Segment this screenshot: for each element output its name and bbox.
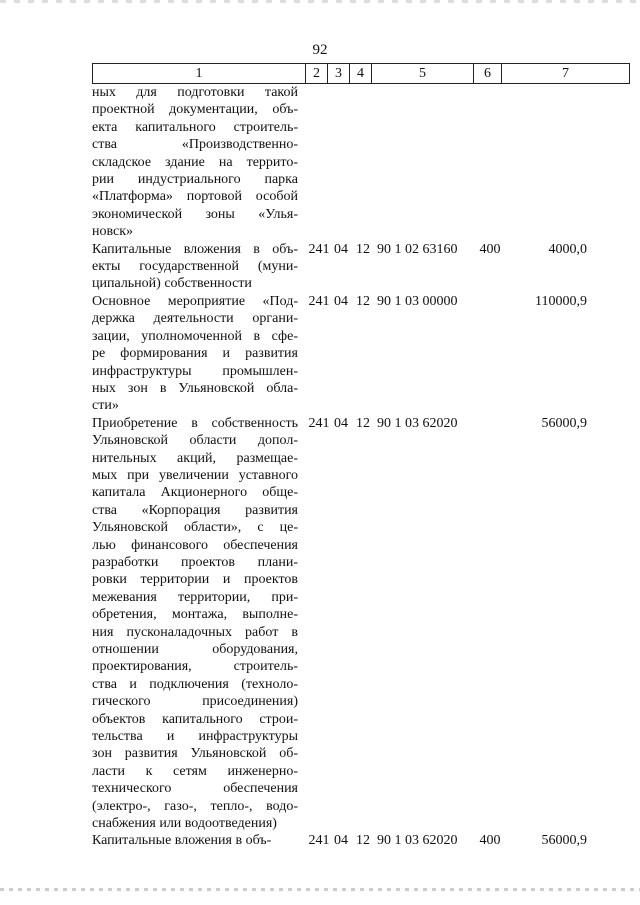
row-target-article: 90 1 03 00000 (377, 293, 458, 309)
description-line: новск» (92, 224, 134, 240)
description-line: объектов капитального строи- (92, 711, 298, 727)
scan-artifact-top (0, 0, 640, 3)
row-amount: 56000,9 (541, 833, 587, 849)
row-admin-code: 241 (308, 293, 330, 309)
description-line: зон развития Ульяновской об- (92, 746, 298, 762)
row-description (92, 241, 298, 293)
header-col-5: 5 (372, 64, 474, 83)
description-line: Ульяновской области допол- (92, 433, 298, 449)
description-line: Основное мероприятие «Под- (92, 293, 298, 309)
description-line: рии индустриального парка (92, 172, 298, 188)
description-line: зации, уполномоченной в сфе- (92, 328, 298, 344)
header-col-4: 4 (350, 64, 372, 83)
row-expense-type: 400 (479, 833, 501, 849)
scan-artifact-bottom (0, 888, 640, 891)
table-header (92, 63, 630, 84)
table-row (92, 293, 630, 415)
row-description (92, 415, 298, 833)
description-line: нительных акций, размещае- (92, 450, 298, 466)
row-description (92, 84, 298, 241)
description-line: ных зон в Ульяновской обла- (92, 380, 298, 396)
row-section: 04 (334, 293, 348, 309)
header-col-7: 7 (562, 66, 569, 81)
description-line: Приобретение в собственность (92, 415, 298, 431)
description-line: снабжения или водоотведения) (92, 816, 277, 832)
description-line: ласти к сетям инженерно- (92, 763, 298, 779)
row-description (92, 832, 298, 849)
description-line: ства «Производственно- (92, 137, 298, 153)
description-line: «Платформа» портовой особой (92, 189, 298, 205)
description-line: ровки территории и проектов (92, 572, 298, 588)
description-line: тельства и инфраструктуры (92, 729, 298, 745)
description-line: Капитальные вложения в объ- (92, 833, 272, 849)
description-line: экономической зоны «Улья- (92, 206, 298, 222)
description-line: отношении оборудования, (92, 642, 298, 657)
description-line: гического присоединения) (92, 694, 298, 710)
row-section: 04 (334, 833, 348, 849)
row-section: 04 (334, 241, 348, 257)
description-line: проектирования, строитель- (92, 659, 298, 675)
description-line: разработки проектов плани- (92, 554, 298, 570)
table-row (92, 84, 630, 241)
description-line: ре формирования и развития (92, 346, 298, 362)
row-subsection: 12 (356, 241, 370, 257)
row-amount: 110000,9 (535, 293, 587, 309)
description-line: складское здание на террито- (92, 154, 298, 170)
description-line: ных для подготовки такой (92, 85, 298, 100)
description-line: (электро-, газо-, тепло-, водо- (92, 798, 298, 814)
row-subsection: 12 (356, 833, 370, 849)
row-target-article: 90 1 03 62020 (377, 833, 458, 849)
description-line: инфраструктуры промышлен- (92, 363, 298, 379)
row-section: 04 (334, 415, 348, 431)
description-line: ства «Корпорация развития (92, 502, 298, 518)
row-description (92, 293, 298, 415)
description-line: ния пусконаладочных работ в (92, 624, 298, 640)
table-row (92, 415, 630, 833)
description-line: Капитальные вложения в объ- (92, 241, 298, 257)
row-amount: 4000,0 (548, 241, 587, 257)
description-line: лью финансового обеспечения (92, 537, 298, 553)
description-line: капитала Акционерного обще- (92, 485, 298, 501)
row-expense-type: 400 (479, 241, 501, 257)
row-amount: 56000,9 (541, 415, 587, 431)
table-row (92, 832, 630, 849)
description-line: ципальной) собственности (92, 276, 252, 292)
description-line: екта капитального строитель- (92, 119, 298, 135)
row-admin-code: 241 (308, 241, 330, 257)
table-body (92, 84, 630, 850)
description-line: екты государственной (муни- (92, 259, 298, 275)
description-line: проектной документации, объ- (92, 102, 298, 118)
row-target-article: 90 1 03 62020 (377, 415, 458, 431)
description-line: сти» (92, 398, 119, 414)
row-target-article: 90 1 02 63160 (377, 241, 458, 257)
description-line: Ульяновской области», с це- (92, 520, 298, 536)
row-admin-code: 241 (308, 833, 330, 849)
header-col-1: 1 (93, 64, 306, 83)
description-line: ства и подключения (техноло- (92, 676, 298, 692)
description-line: держка деятельности органи- (92, 311, 298, 327)
table-row (92, 241, 630, 293)
row-subsection: 12 (356, 415, 370, 431)
description-line: технического обеспечения (92, 781, 298, 797)
page-number: 92 (312, 42, 328, 58)
description-line: мых при увеличении уставного (92, 467, 298, 483)
row-subsection: 12 (356, 293, 370, 309)
description-line: обретения, монтажа, выполне- (92, 607, 298, 623)
row-admin-code: 241 (308, 415, 330, 431)
header-col-2: 2 (306, 64, 328, 83)
header-col-6: 6 (474, 64, 502, 83)
header-col-3: 3 (328, 64, 350, 83)
description-line: межевания территории, при- (92, 589, 298, 605)
